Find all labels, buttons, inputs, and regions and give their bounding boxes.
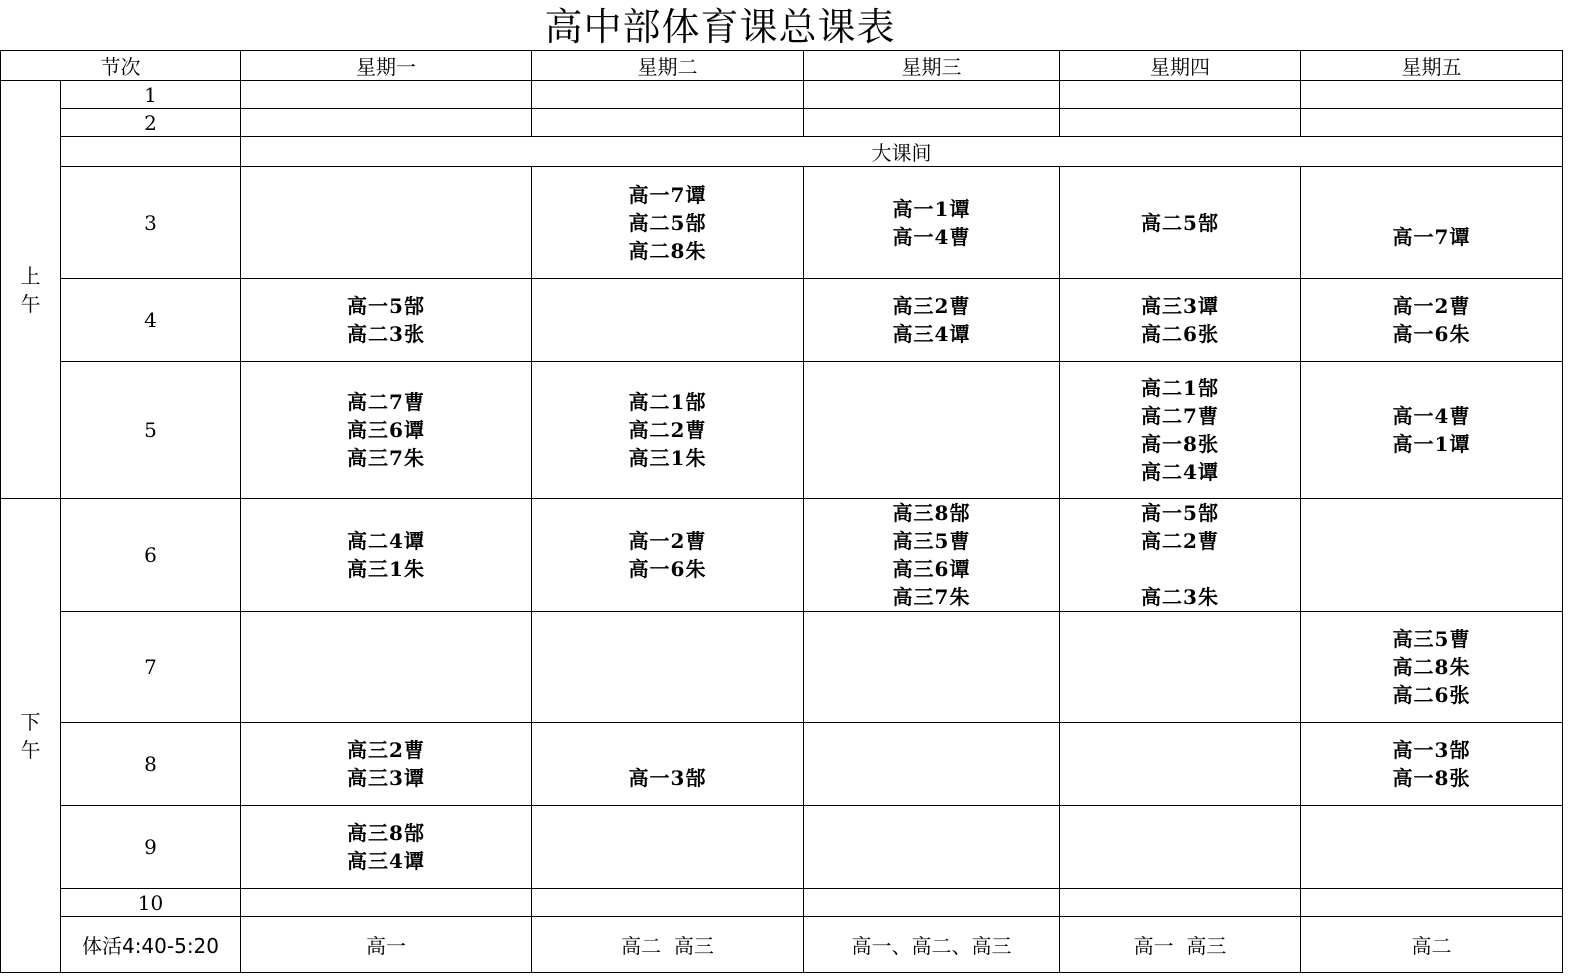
schedule-cell <box>532 806 804 889</box>
schedule-cell <box>532 279 804 362</box>
schedule-cell <box>1301 167 1563 279</box>
schedule-cell <box>241 81 532 109</box>
class-entry: 高一1谭 <box>892 196 971 221</box>
cell-entries <box>1060 374 1300 486</box>
cell-entries <box>532 736 803 792</box>
period-row <box>1 612 1563 723</box>
schedule-cell <box>1060 723 1301 806</box>
break-label: 大课间 <box>241 137 1563 167</box>
day-header-tue: 星期二 <box>532 51 804 81</box>
class-entry: 高二2曹 <box>628 418 707 442</box>
schedule-cell <box>532 167 804 279</box>
cell-entries <box>1060 292 1300 348</box>
class-entry: 高二3张 <box>347 322 425 346</box>
class-entry: 高二3朱 <box>1141 585 1219 609</box>
schedule-body <box>1 81 1563 973</box>
class-entry: 高二1郜 <box>1141 376 1219 400</box>
period-number: 3 <box>61 167 241 279</box>
schedule-cell <box>804 279 1060 362</box>
class-entry: 高一6朱 <box>1392 322 1471 346</box>
schedule-cell <box>241 167 532 279</box>
class-entry: 高一1谭 <box>1392 432 1471 456</box>
period-row <box>1 806 1563 889</box>
schedule-cell <box>1060 889 1301 917</box>
activity-row <box>1 917 1563 973</box>
class-entry: 高二2曹 <box>1141 529 1219 553</box>
period-row <box>1 362 1563 499</box>
schedule-cell <box>1060 279 1301 362</box>
schedule-cell <box>804 109 1060 137</box>
cell-entries <box>1301 195 1562 251</box>
activity-cell: 高一 <box>241 917 532 973</box>
class-entry: 高三8郜 <box>892 501 971 525</box>
class-entry: 高三5曹 <box>892 529 971 553</box>
schedule-cell <box>1060 167 1301 279</box>
class-entry: 高一3郜 <box>1392 738 1471 762</box>
schedule-cell <box>1060 362 1301 499</box>
class-entry: 高三7朱 <box>892 585 971 609</box>
period-number: 5 <box>61 362 241 499</box>
cell-entries <box>1301 402 1562 458</box>
cell-entries <box>241 388 531 472</box>
class-entry: 高一7谭 <box>628 182 707 207</box>
class-entry: 高二6张 <box>1141 322 1219 346</box>
break-period-cell <box>61 137 241 167</box>
cell-entries <box>241 819 531 875</box>
cell-entries <box>241 527 531 583</box>
schedule-cell <box>1301 806 1563 889</box>
period-row <box>1 109 1563 137</box>
class-entry: 高一4曹 <box>1392 404 1471 428</box>
activity-label: 体活4:40-5:20 <box>61 917 241 973</box>
class-entry: 高三1朱 <box>628 446 707 470</box>
cell-entries <box>804 292 1059 348</box>
class-entry: 高二4谭 <box>1141 460 1219 484</box>
schedule-cell <box>1301 362 1563 499</box>
schedule-cell <box>241 279 532 362</box>
schedule-cell <box>241 806 532 889</box>
class-entry: 高一3郜 <box>628 766 707 790</box>
day-header-mon: 星期一 <box>241 51 532 81</box>
cell-entries <box>1060 499 1300 611</box>
class-entry: 高二8朱 <box>628 238 707 263</box>
cell-entries <box>804 195 1059 251</box>
schedule-cell <box>241 889 532 917</box>
period-number: 2 <box>61 109 241 137</box>
class-entry: 高二5郜 <box>628 210 707 235</box>
period-number: 4 <box>61 279 241 362</box>
class-entry: 高二7曹 <box>1141 404 1219 428</box>
cell-entries <box>1060 209 1300 237</box>
header-row <box>1 51 1563 81</box>
schedule-cell <box>241 109 532 137</box>
schedule-cell <box>1060 612 1301 723</box>
schedule-cell <box>241 499 532 612</box>
cell-entries <box>532 527 803 583</box>
cell-entries <box>1301 292 1562 348</box>
class-entry: 高一8张 <box>1141 432 1219 456</box>
class-entry: 高一7谭 <box>1392 224 1471 249</box>
activity-cell: 高一 高三 <box>1060 917 1301 973</box>
schedule-cell <box>1301 279 1563 362</box>
class-entry: 高二5郜 <box>1141 210 1219 235</box>
period-row <box>1 167 1563 279</box>
cell-entries <box>804 499 1059 611</box>
class-entry: 高三3谭 <box>1141 294 1219 318</box>
class-entry: 高三4谭 <box>892 322 971 346</box>
class-entry: 高三1朱 <box>347 557 425 581</box>
activity-cell: 高二 <box>1301 917 1563 973</box>
period-number: 10 <box>61 889 241 917</box>
cell-entries <box>532 181 803 265</box>
period-number: 6 <box>61 499 241 612</box>
period-header: 节次 <box>1 51 241 81</box>
session-pm: 下 午 <box>1 499 61 973</box>
schedule-cell <box>1060 81 1301 109</box>
schedule-cell <box>804 362 1060 499</box>
cell-entries <box>1301 736 1562 792</box>
class-entry: 高一2曹 <box>628 529 707 553</box>
schedule-cell <box>532 889 804 917</box>
class-entry: 高三4谭 <box>347 849 425 873</box>
schedule-cell <box>241 362 532 499</box>
class-entry: 高一4曹 <box>892 224 971 249</box>
schedule-cell <box>804 81 1060 109</box>
cell-entries <box>532 388 803 472</box>
schedule-cell <box>532 723 804 806</box>
class-entry: 高三5曹 <box>1392 627 1471 651</box>
schedule-cell <box>532 499 804 612</box>
schedule-table <box>0 50 1563 973</box>
class-entry: 高一5郜 <box>347 294 425 318</box>
class-entry: 高三2曹 <box>347 738 425 762</box>
schedule-cell <box>1301 889 1563 917</box>
class-entry: 高三6谭 <box>892 557 971 581</box>
class-entry: 高一2曹 <box>1392 294 1471 318</box>
activity-cell: 高二 高三 <box>532 917 804 973</box>
period-row <box>1 279 1563 362</box>
day-header-thu: 星期四 <box>1060 51 1301 81</box>
day-header-fri: 星期五 <box>1301 51 1563 81</box>
schedule-cell <box>1301 612 1563 723</box>
schedule-cell <box>532 81 804 109</box>
schedule-cell <box>804 499 1060 612</box>
cell-entries <box>241 292 531 348</box>
class-entry: 高二4谭 <box>347 529 425 553</box>
schedule-cell <box>1060 806 1301 889</box>
period-row <box>1 499 1563 612</box>
class-entry: 高三8郜 <box>347 821 425 845</box>
class-entry: 高三2曹 <box>892 294 971 318</box>
period-number: 9 <box>61 806 241 889</box>
page-title: 高中部体育课总课表 <box>544 5 896 49</box>
schedule-cell <box>804 723 1060 806</box>
schedule-cell <box>1060 499 1301 612</box>
class-entry: 高三3谭 <box>347 766 425 790</box>
schedule-cell <box>532 109 804 137</box>
activity-cell: 高一、高二、高三 <box>804 917 1060 973</box>
schedule-cell <box>1301 81 1563 109</box>
class-entry: 高二7曹 <box>347 390 425 414</box>
period-number: 7 <box>61 612 241 723</box>
schedule-cell <box>1301 723 1563 806</box>
period-row <box>1 889 1563 917</box>
period-number: 8 <box>61 723 241 806</box>
period-row <box>1 81 1563 109</box>
break-row <box>1 137 1563 167</box>
period-row <box>1 723 1563 806</box>
class-entry: 高二8朱 <box>1392 655 1471 679</box>
class-entry: 高三7朱 <box>347 446 425 470</box>
class-entry: 高二6张 <box>1392 683 1471 707</box>
class-entry: 高一8张 <box>1392 766 1471 790</box>
class-entry: 高一5郜 <box>1141 501 1219 525</box>
cell-entries <box>241 736 531 792</box>
class-entry: 高一6朱 <box>628 557 707 581</box>
schedule-cell <box>241 612 532 723</box>
schedule-cell <box>1060 109 1301 137</box>
schedule-cell <box>1301 499 1563 612</box>
schedule-cell <box>532 362 804 499</box>
schedule-cell <box>804 806 1060 889</box>
schedule-cell <box>1301 109 1563 137</box>
schedule-cell <box>804 889 1060 917</box>
cell-entries <box>1301 625 1562 709</box>
class-entry: 高三6谭 <box>347 418 425 442</box>
schedule-cell <box>804 167 1060 279</box>
class-entry: 高二1郜 <box>628 390 707 414</box>
schedule-cell <box>241 723 532 806</box>
period-number: 1 <box>61 81 241 109</box>
session-am: 上 午 <box>1 81 61 499</box>
day-header-wed: 星期三 <box>804 51 1060 81</box>
schedule-cell <box>804 612 1060 723</box>
schedule-cell <box>532 612 804 723</box>
